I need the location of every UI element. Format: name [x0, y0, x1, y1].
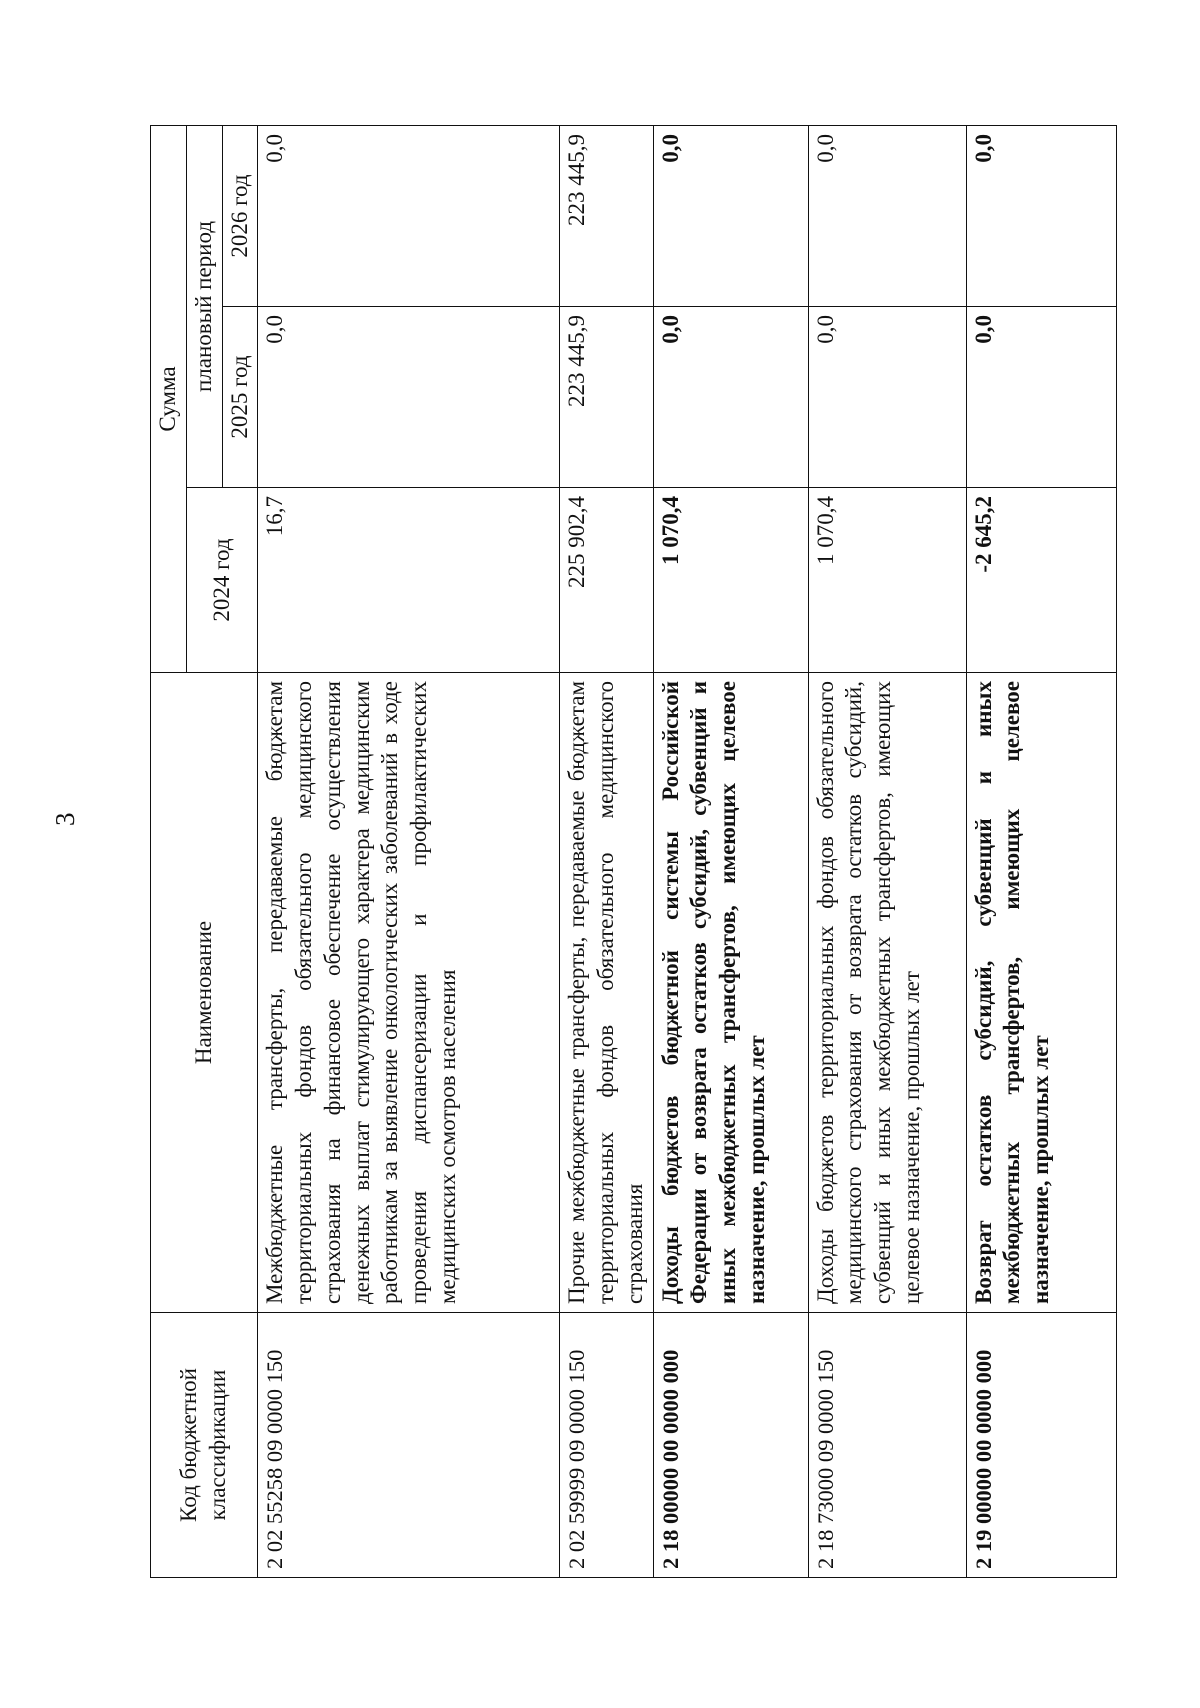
- row-value-2026: 0,0: [258, 125, 560, 306]
- row-value-2024: -2 645,2: [966, 488, 1116, 673]
- row-value-2026: 223 445,9: [560, 125, 653, 306]
- rotated-table-wrapper: [150, 126, 1102, 1578]
- row-value-2025: 0,0: [966, 307, 1116, 488]
- row-value-2025: 223 445,9: [560, 307, 653, 488]
- row-value-2025: 0,0: [258, 307, 560, 488]
- budget-table: [150, 125, 1117, 1578]
- row-value-2024: 225 902,4: [560, 488, 653, 673]
- header-code: Код бюджетной классификации: [151, 1313, 258, 1578]
- row-value-2025: 0,0: [808, 307, 966, 488]
- header-year-2024: 2024 год: [186, 488, 258, 673]
- table-row: [653, 125, 808, 1577]
- row-code: 2 19 00000 00 0000 000: [966, 1313, 1116, 1578]
- header-planning-period: плановый период: [186, 125, 222, 487]
- header-name: Наименование: [151, 673, 258, 1313]
- page-number: 3: [50, 812, 80, 826]
- row-name: Возврат остатков субсидий, субвенций и иных межбюджетных трансфертов, имеющих целевое назначение, прошлых лет: [966, 673, 1116, 1313]
- row-value-2026: 0,0: [653, 125, 808, 306]
- header-year-2026: 2026 год: [222, 125, 258, 306]
- row-value-2026: 0,0: [808, 125, 966, 306]
- table-row: [258, 125, 560, 1577]
- table-row: [560, 125, 653, 1577]
- row-code: 2 02 59999 09 0000 150: [560, 1313, 653, 1578]
- row-name: Доходы бюджетов территориальных фондов обязательного медицинского страхования от возврата остатков субсидий, субвенций и иных межбюджетных трансфертов, имеющих целевое назначение, прошлых лет: [808, 673, 966, 1313]
- row-value-2024: 16,7: [258, 488, 560, 673]
- row-name: Прочие межбюджетные трансферты, передаваемые бюджетам территориальных фондов обязательного медицинского страхования: [560, 673, 653, 1313]
- row-value-2024: 1 070,4: [653, 488, 808, 673]
- header-sum: Сумма: [151, 125, 187, 672]
- row-code: 2 02 55258 09 0000 150: [258, 1313, 560, 1578]
- row-value-2024: 1 070,4: [808, 488, 966, 673]
- row-value-2026: 0,0: [966, 125, 1116, 306]
- header-year-2025: 2025 год: [222, 307, 258, 488]
- table-row: [808, 125, 966, 1577]
- row-value-2025: 0,0: [653, 307, 808, 488]
- row-name: Межбюджетные трансферты, передаваемые бюджетам территориальных фондов обязательного медицинского страхования на финансовое обеспечение осуществления денежных выплат стимулирующего характера медицинским работникам за выявление онкологических заболеваний в ходе проведения диспансеризации и профилактических медицинских осмотров населения: [258, 673, 560, 1313]
- row-code: 2 18 73000 09 0000 150: [808, 1313, 966, 1578]
- row-code: 2 18 00000 00 0000 000: [653, 1313, 808, 1578]
- table-row: [966, 125, 1116, 1577]
- row-name: Доходы бюджетов бюджетной системы Российской Федерации от возврата остатков субсидий, субвенций и иных межбюджетных трансфертов, имеющих целевое назначение, прошлых лет: [653, 673, 808, 1313]
